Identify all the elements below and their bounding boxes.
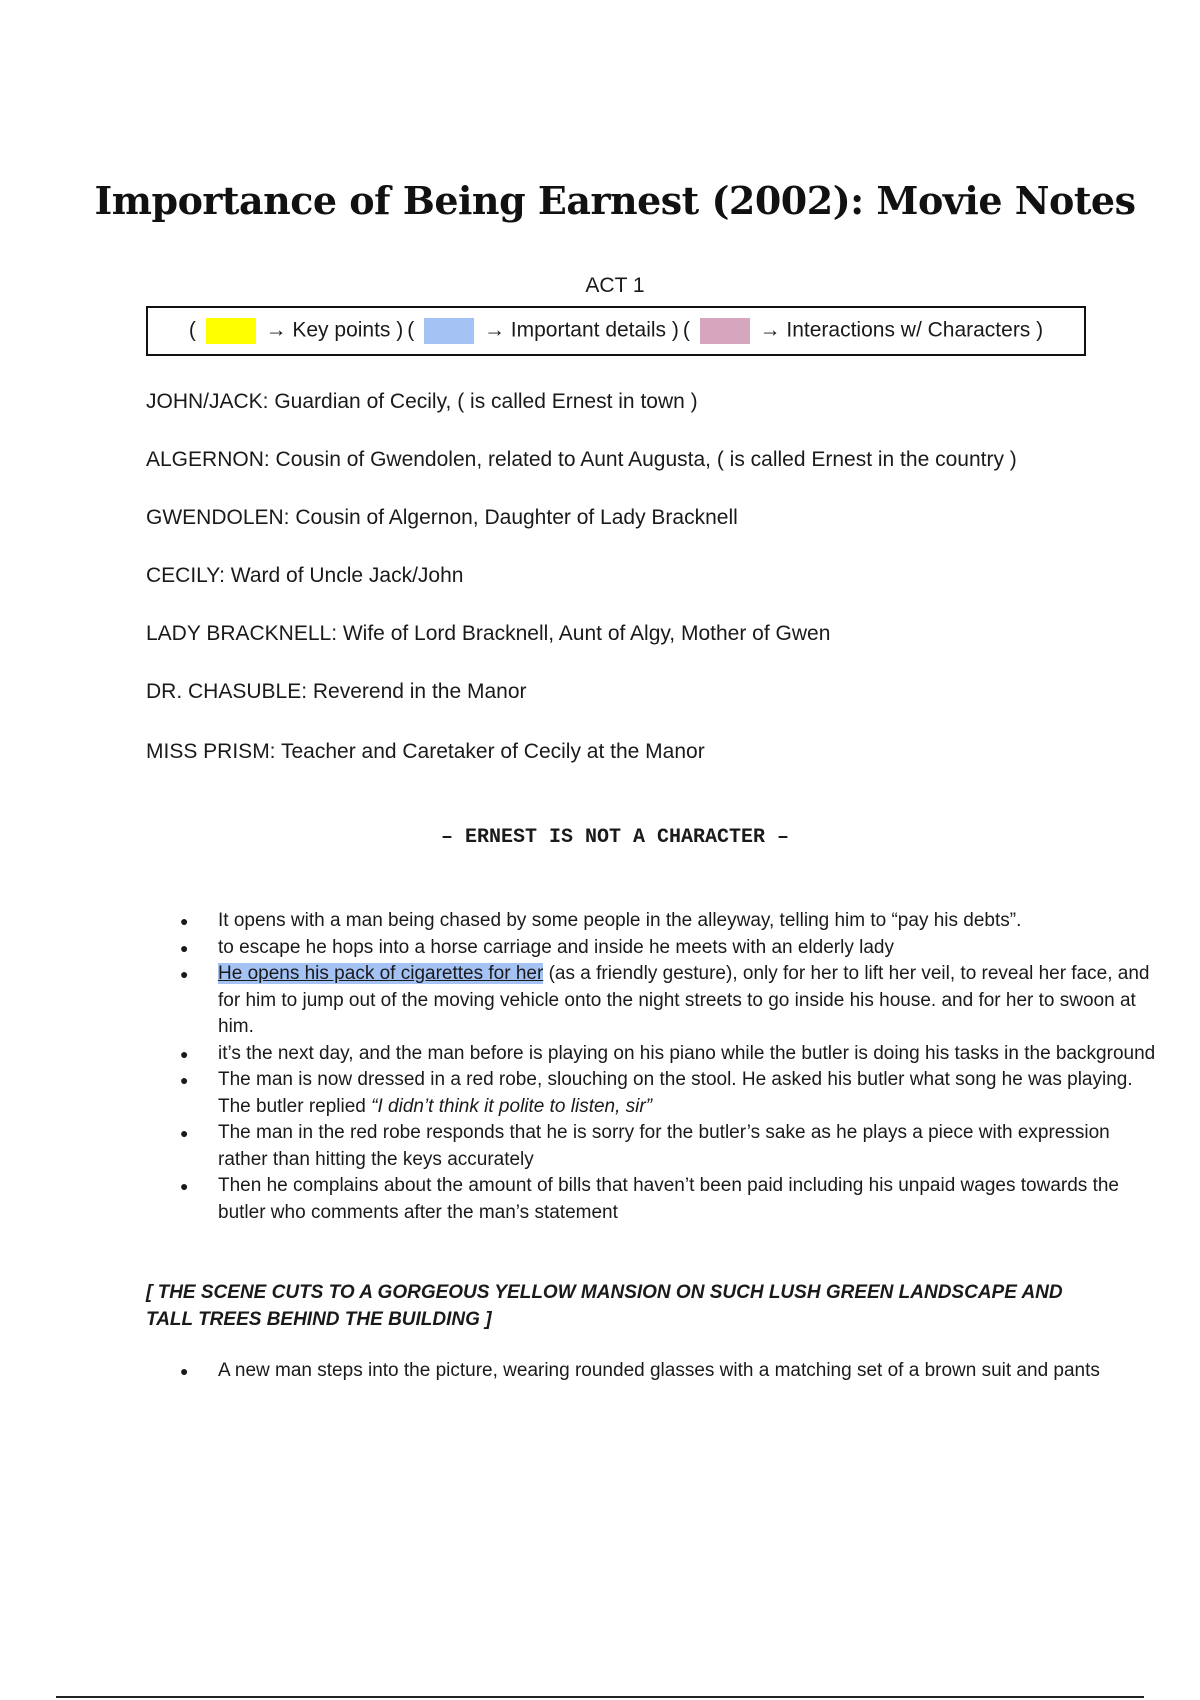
list-item bbox=[218, 1120, 1158, 1173]
blue-swatch bbox=[424, 318, 474, 344]
legend-key-points bbox=[189, 318, 403, 344]
list-item bbox=[218, 1173, 1158, 1226]
legend-label: → Key points ) bbox=[265, 318, 404, 342]
note-text: The man is now dressed in a red robe, slouching on the stool. He asked his butler what song he was playing. The butler replied bbox=[218, 1069, 1133, 1117]
note-text: A new man steps into the picture, wearing rounded glasses with a matching set of a brown suit and pants bbox=[218, 1360, 1100, 1381]
list-item bbox=[218, 908, 1158, 935]
note-text: It opens with a man being chased by some people in the alleyway, telling him to “pay his debts”. bbox=[218, 910, 1022, 931]
character-john-jack: JOHN/JACK: Guardian of Cecily, ( is called Ernest in town ) bbox=[146, 390, 698, 413]
character-gwendolen: GWENDOLEN: Cousin of Algernon, Daughter of Lady Bracknell bbox=[146, 506, 738, 529]
legend-open-paren: ( bbox=[682, 318, 690, 342]
note-text: to escape he hops into a horse carriage and inside he meets with an elderly lady bbox=[218, 936, 894, 958]
act-heading: ACT 1 bbox=[585, 274, 645, 297]
highlighted-detail: He opens his pack of cigarettes for her bbox=[218, 963, 544, 984]
notes-list-2 bbox=[146, 1358, 1158, 1385]
section-divider: – ERNEST IS NOT A CHARACTER – bbox=[440, 826, 790, 849]
page-title: Importance of Being Earnest (2002): Movie Notes bbox=[94, 178, 1136, 223]
scene-direction: [ THE SCENE CUTS TO A GORGEOUS YELLOW MANSION ON SUCH LUSH GREEN LANDSCAPE AND TALL TREES BEHIND THE BUILDING ] bbox=[146, 1282, 1063, 1330]
note-text: it’s the next day, and the man before is playing on his piano while the butler is doing his tasks in the background bbox=[218, 1042, 1156, 1064]
legend-interactions bbox=[683, 318, 1043, 344]
list-item bbox=[218, 1358, 1158, 1385]
note-text: (as a friendly gesture), only for her to lift her veil, to reveal her face, and for him to jump out of the moving vehicle onto the night streets to go inside his house. and for her to swoon at him. bbox=[218, 963, 1150, 1037]
list-item bbox=[218, 1067, 1158, 1120]
character-lady-bracknell: LADY BRACKNELL: Wife of Lord Bracknell, Aunt of Algy, Mother of Gwen bbox=[146, 622, 831, 645]
character-dr-chasuble: DR. CHASUBLE: Reverend in the Manor bbox=[146, 680, 527, 703]
character-cecily: CECILY: Ward of Uncle Jack/John bbox=[146, 564, 464, 587]
note-text: The man in the red robe responds that he is sorry for the butler’s sake as he plays a piece with expression rather than hitting the keys accurately bbox=[218, 1122, 1110, 1170]
legend-important-details bbox=[407, 318, 679, 344]
legend-label: → Important details ) bbox=[483, 318, 679, 342]
character-miss-prism: MISS PRISM: Teacher and Caretaker of Cecily at the Manor bbox=[146, 740, 705, 763]
footer-divider bbox=[56, 1696, 1144, 1698]
yellow-swatch bbox=[206, 318, 256, 344]
legend-open-paren: ( bbox=[188, 318, 196, 342]
color-legend bbox=[146, 306, 1086, 356]
character-algernon: ALGERNON: Cousin of Gwendolen, related to Aunt Augusta, ( is called Ernest in the country ) bbox=[146, 448, 1017, 471]
legend-open-paren: ( bbox=[407, 318, 415, 342]
list-item bbox=[218, 961, 1158, 1041]
pink-swatch bbox=[700, 318, 750, 344]
notes-list bbox=[146, 908, 1158, 1226]
list-item bbox=[218, 935, 1158, 962]
legend-label: → Interactions w/ Characters ) bbox=[759, 318, 1044, 342]
list-item bbox=[218, 1041, 1158, 1068]
note-text: Then he complains about the amount of bills that haven’t been paid including his unpaid wages towards the butler who comments after the man’s statement bbox=[218, 1175, 1119, 1223]
butler-quote: “I didn’t think it polite to listen, sir” bbox=[371, 1095, 653, 1117]
